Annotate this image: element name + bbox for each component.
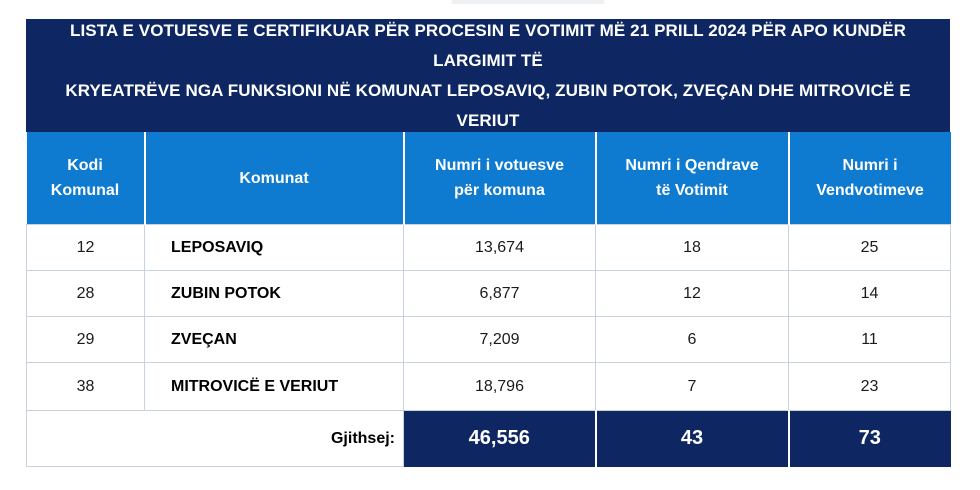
- title-line-1: LISTA E VOTUESVE E CERTIFIKUAR PËR PROCESIN E VOTIMIT MË 21 PRILL 2024 PËR APO KUNDËR LARGIMIT TË: [70, 20, 906, 70]
- header-code: Kodi Komunal: [27, 132, 145, 225]
- top-edge-strip: [452, 0, 604, 4]
- table-header-row: [27, 132, 951, 225]
- title-banner: [26, 19, 950, 132]
- table-row: [27, 363, 951, 411]
- header-municipality: Komunat: [145, 132, 404, 225]
- header-voters: Numri i votuesve për komuna: [404, 132, 596, 225]
- cell-centers: 7: [596, 363, 789, 411]
- cell-voters: 13,674: [404, 225, 596, 271]
- table-row: [27, 271, 951, 317]
- cell-stations: 25: [789, 225, 951, 271]
- page-title: [38, 16, 938, 136]
- cell-centers: 6: [596, 317, 789, 363]
- cell-stations: 14: [789, 271, 951, 317]
- total-stations: 73: [789, 411, 951, 467]
- cell-voters: 6,877: [404, 271, 596, 317]
- total-centers: 43: [596, 411, 789, 467]
- cell-municipality: LEPOSAVIQ: [145, 225, 404, 271]
- title-line-2: KRYEATRËVE NGA FUNKSIONI NË KOMUNAT LEPOSAVIQ, ZUBIN POTOK, ZVEÇAN DHE MITROVICË E VERIUT: [65, 80, 911, 130]
- cell-voters: 7,209: [404, 317, 596, 363]
- cell-code: 29: [27, 317, 145, 363]
- total-voters: 46,556: [404, 411, 596, 467]
- cell-municipality: MITROVICË E VERIUT: [145, 363, 404, 411]
- cell-municipality: ZVEÇAN: [145, 317, 404, 363]
- cell-code: 28: [27, 271, 145, 317]
- cell-municipality: ZUBIN POTOK: [145, 271, 404, 317]
- cell-centers: 12: [596, 271, 789, 317]
- cell-stations: 23: [789, 363, 951, 411]
- cell-stations: 11: [789, 317, 951, 363]
- header-polling-stations: Numri i Vendvotimeve: [789, 132, 951, 225]
- cell-voters: 18,796: [404, 363, 596, 411]
- total-label: Gjithsej:: [27, 411, 404, 467]
- header-voting-centers: Numri i Qendrave të Votimit: [596, 132, 789, 225]
- cell-centers: 18: [596, 225, 789, 271]
- table-row: [27, 317, 951, 363]
- voters-table: [26, 132, 951, 467]
- cell-code: 12: [27, 225, 145, 271]
- table-row: [27, 225, 951, 271]
- total-row: [27, 411, 951, 467]
- cell-code: 38: [27, 363, 145, 411]
